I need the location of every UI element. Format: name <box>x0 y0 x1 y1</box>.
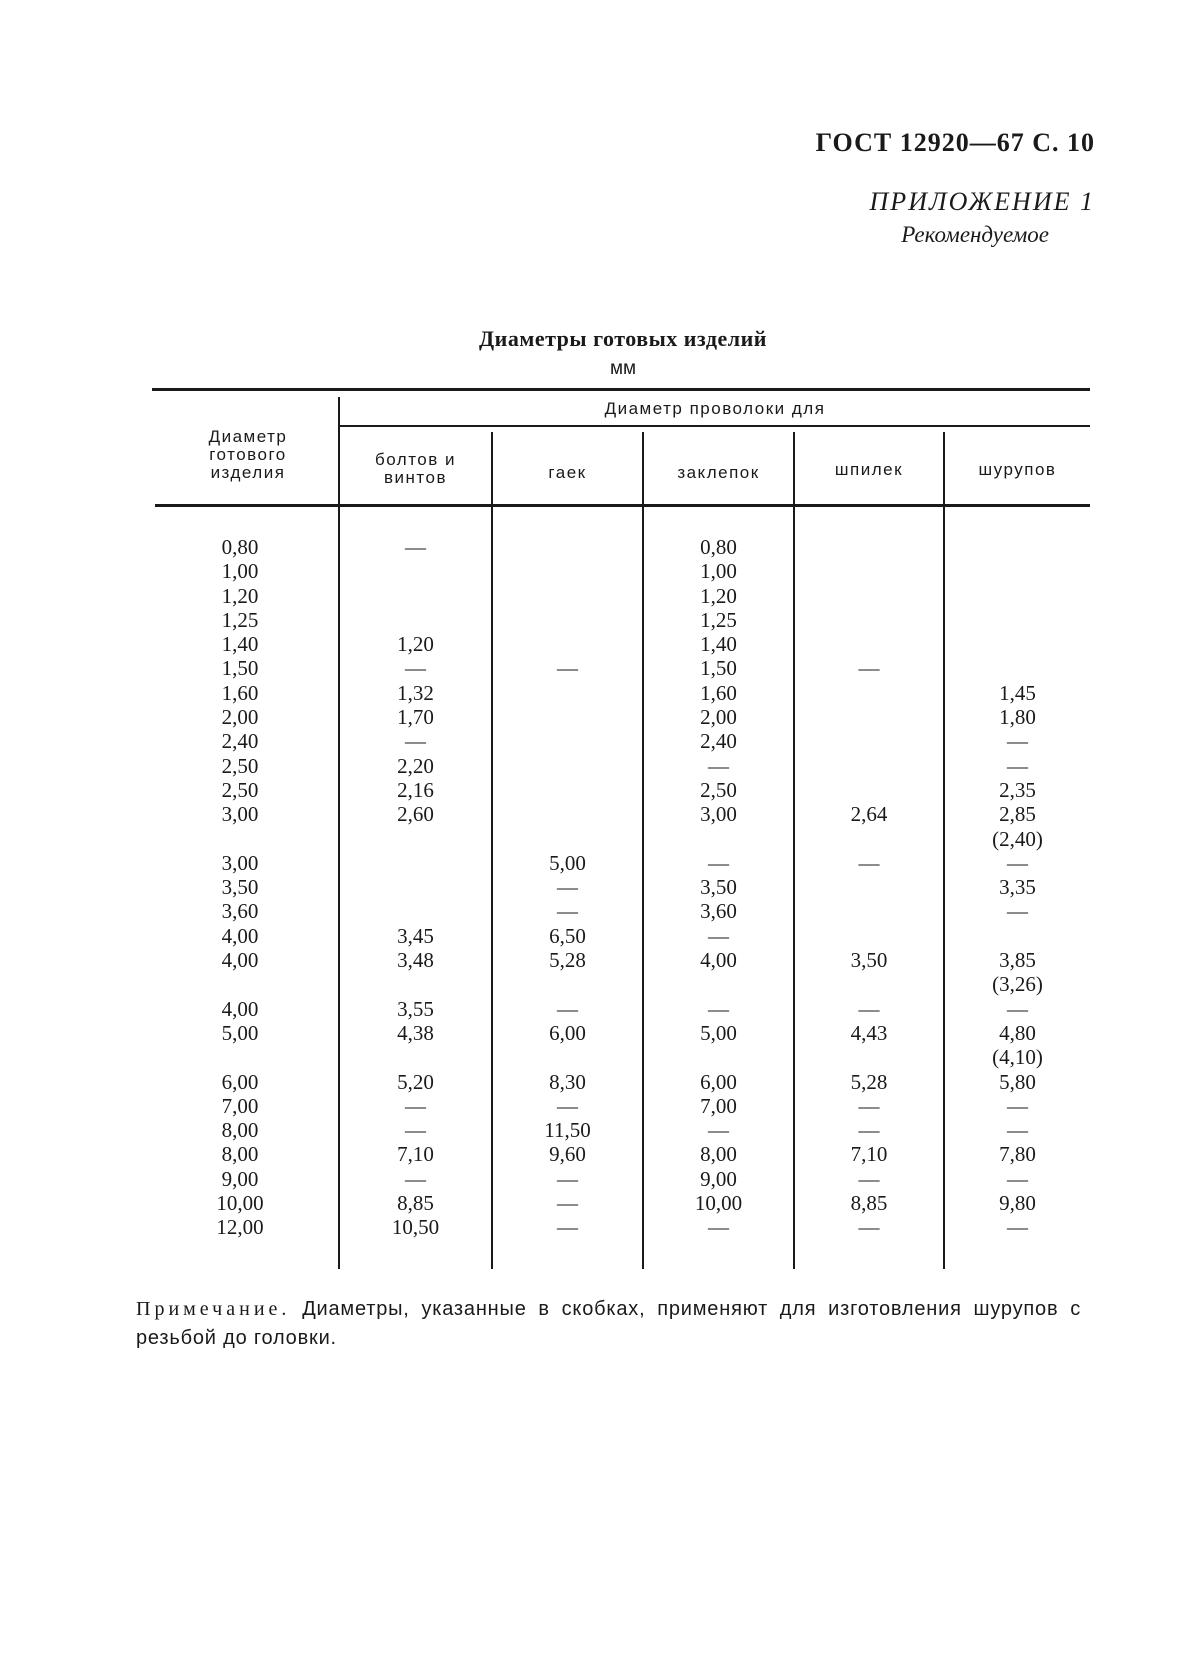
cell-rivets: 3,00 <box>700 802 737 827</box>
column-screws <box>945 535 1090 1240</box>
cell-rivets: 8,00 <box>700 1142 737 1167</box>
cell-studs <box>795 754 943 778</box>
cell-rivets: 9,00 <box>700 1166 737 1191</box>
cell-studs: — <box>858 656 880 681</box>
cell-product: 0,80 <box>221 535 259 559</box>
cell-nuts: — <box>557 875 578 900</box>
header-nuts: гаек <box>548 463 587 482</box>
cell-rivets: — <box>708 1215 729 1240</box>
cell-product <box>160 827 320 851</box>
cell-bolts <box>340 584 491 608</box>
cell-rivets: 6,00 <box>700 1069 737 1094</box>
cell-studs <box>795 778 943 802</box>
cell-product: 1,20 <box>221 583 259 608</box>
cell-screws: — <box>1007 996 1028 1021</box>
cell-studs: 8,85 <box>850 1191 888 1216</box>
cell-screws <box>945 632 1090 656</box>
cell-screws <box>945 559 1090 583</box>
cell-studs: — <box>858 850 880 875</box>
header-bolts-line-2: винтов <box>384 468 447 487</box>
cell-rivets: 2,40 <box>700 729 737 754</box>
cell-screws: — <box>1007 753 1028 778</box>
cell-screws: 2,35 <box>999 777 1036 802</box>
cell-bolts <box>340 851 491 875</box>
group-header-rule <box>340 425 1090 427</box>
cell-rivets <box>644 1045 793 1069</box>
cell-screws: — <box>1007 1215 1028 1240</box>
table-title: Диаметры готовых изделий <box>479 326 767 351</box>
cell-bolts: — <box>405 1166 426 1191</box>
cell-studs <box>795 972 943 996</box>
cell-bolts: — <box>405 535 426 559</box>
cell-nuts: 8,30 <box>549 1069 586 1094</box>
cell-screws: (2,40) <box>992 826 1043 851</box>
table-units: мм <box>609 358 637 379</box>
cell-nuts <box>493 972 642 996</box>
cell-product: 6,00 <box>221 1069 259 1094</box>
cell-bolts: 1,32 <box>397 680 434 705</box>
cell-product: 1,60 <box>221 680 259 705</box>
cell-studs: — <box>858 1118 880 1143</box>
cell-nuts <box>493 584 642 608</box>
cell-screws: — <box>1007 1166 1028 1191</box>
header-wire-diameter-group: Диаметр проволоки для <box>604 399 826 418</box>
column-bolts <box>340 535 491 1240</box>
cell-bolts: 1,70 <box>397 705 434 730</box>
header-screws: шурупов <box>978 460 1057 479</box>
cell-nuts: 5,00 <box>549 850 586 875</box>
cell-nuts: 11,50 <box>544 1118 591 1143</box>
cell-rivets: — <box>708 923 729 948</box>
cell-studs <box>795 535 943 559</box>
note-lead: Примечание. <box>136 1298 291 1320</box>
cell-product: 7,00 <box>221 1093 259 1118</box>
cell-product: 4,00 <box>221 923 259 948</box>
cell-rivets: 2,00 <box>700 705 737 730</box>
cell-nuts <box>493 827 642 851</box>
cell-bolts: 8,85 <box>397 1191 434 1216</box>
cell-bolts: 5,20 <box>397 1069 434 1094</box>
cell-bolts: — <box>405 729 426 754</box>
cell-product: 4,00 <box>221 996 259 1021</box>
cell-bolts <box>340 608 491 632</box>
cell-screws: 3,85 <box>999 948 1036 973</box>
cell-rivets: 1,25 <box>700 607 737 632</box>
cell-screws: 5,80 <box>999 1069 1036 1094</box>
cell-screws <box>945 924 1090 948</box>
cell-product: 5,00 <box>221 1020 259 1045</box>
cell-screws <box>945 656 1090 680</box>
cell-studs <box>795 827 943 851</box>
cell-screws: 9,80 <box>999 1191 1036 1216</box>
cell-rivets: 3,50 <box>700 875 737 900</box>
cell-nuts <box>493 559 642 583</box>
cell-screws: — <box>1007 1093 1028 1118</box>
cell-screws: 7,80 <box>999 1142 1036 1167</box>
cell-nuts: 6,00 <box>549 1020 586 1045</box>
cell-nuts <box>493 1045 642 1069</box>
header-product-line-3: изделия <box>210 463 286 482</box>
cell-product: 2,40 <box>221 729 259 754</box>
recommended-label: Рекомендуемое <box>901 222 1049 247</box>
cell-screws: — <box>1007 850 1028 875</box>
header-product-line-1: Диаметр <box>208 427 288 446</box>
cell-screws: 4,80 <box>999 1020 1036 1045</box>
cell-screws: 1,80 <box>999 705 1036 730</box>
cell-bolts <box>340 875 491 899</box>
cell-product: 3,60 <box>221 899 259 924</box>
cell-studs: — <box>858 996 880 1021</box>
header-product-diameter <box>160 428 336 482</box>
cell-studs <box>795 705 943 729</box>
cell-studs: — <box>858 1093 880 1118</box>
cell-product: 1,40 <box>221 632 259 657</box>
column-rivets <box>644 535 793 1240</box>
cell-studs: 7,10 <box>850 1142 888 1167</box>
cell-bolts <box>340 1045 491 1069</box>
cell-nuts: — <box>557 1191 578 1216</box>
cell-product <box>160 972 320 996</box>
cell-screws: 2,85 <box>999 802 1036 827</box>
cell-studs: 5,28 <box>850 1069 888 1094</box>
note-text: Диаметры, указанные в скобках, применяют для изготовления шурупов с резьбой до головки. <box>136 1298 1081 1349</box>
cell-bolts: 2,16 <box>397 777 434 802</box>
cell-studs: 3,50 <box>850 948 888 973</box>
page-header-doc-ref: ГОСТ 12920—67 С. 10 <box>815 128 1095 157</box>
cell-product <box>160 1045 320 1069</box>
cell-nuts <box>493 754 642 778</box>
cell-studs: — <box>858 1215 880 1240</box>
cell-rivets: 5,00 <box>700 1020 737 1045</box>
cell-screws: 3,35 <box>999 875 1036 900</box>
cell-bolts: 2,60 <box>397 802 434 827</box>
cell-rivets: 1,20 <box>700 583 737 608</box>
cell-product: 2,50 <box>221 777 259 802</box>
cell-studs: 2,64 <box>850 802 888 827</box>
cell-rivets: — <box>708 753 729 778</box>
cell-bolts: 3,48 <box>397 948 434 973</box>
cell-screws <box>945 584 1090 608</box>
cell-studs <box>795 608 943 632</box>
cell-bolts <box>340 972 491 996</box>
cell-screws: (3,26) <box>992 972 1043 997</box>
cell-bolts <box>340 827 491 851</box>
cell-nuts <box>493 778 642 802</box>
cell-product: 3,00 <box>221 802 259 827</box>
header-studs: шпилек <box>834 460 904 479</box>
cell-nuts <box>493 632 642 656</box>
cell-studs <box>795 632 943 656</box>
cell-rivets: 1,50 <box>700 656 737 681</box>
cell-rivets: 4,00 <box>700 948 737 973</box>
cell-nuts: — <box>557 899 578 924</box>
cell-screws: — <box>1007 1118 1028 1143</box>
cell-studs <box>795 1045 943 1069</box>
cell-bolts: 2,20 <box>397 753 434 778</box>
header-bolts <box>340 451 491 487</box>
cell-nuts: — <box>557 1093 578 1118</box>
cell-rivets: 1,00 <box>700 559 737 584</box>
cell-nuts <box>493 729 642 753</box>
cell-screws <box>945 535 1090 559</box>
cell-screws: (4,10) <box>992 1045 1043 1070</box>
cell-nuts: — <box>557 1166 578 1191</box>
cell-bolts: 10,50 <box>391 1215 440 1240</box>
cell-nuts: 5,28 <box>549 948 586 973</box>
cell-rivets: — <box>708 1118 729 1143</box>
cell-studs: 4,43 <box>850 1020 888 1045</box>
cell-screws: — <box>1007 899 1028 924</box>
header-bottom-rule <box>155 504 1090 507</box>
cell-nuts <box>493 705 642 729</box>
table-top-rule <box>152 388 1090 391</box>
cell-studs <box>795 875 943 899</box>
cell-studs <box>795 924 943 948</box>
cell-product: 4,00 <box>221 948 259 973</box>
cell-screws: 1,45 <box>999 680 1036 705</box>
cell-nuts <box>493 802 642 826</box>
cell-nuts: 6,50 <box>549 923 586 948</box>
cell-studs <box>795 559 943 583</box>
cell-product: 2,50 <box>221 753 259 778</box>
cell-rivets: 7,00 <box>700 1093 737 1118</box>
cell-product: 12,00 <box>216 1215 264 1240</box>
cell-bolts: 3,45 <box>397 923 434 948</box>
cell-bolts: 1,20 <box>397 632 434 657</box>
cell-studs <box>795 899 943 923</box>
cell-product: 9,00 <box>221 1166 259 1191</box>
cell-product: 8,00 <box>221 1142 259 1167</box>
cell-rivets: 3,60 <box>700 899 737 924</box>
cell-rivets: — <box>708 996 729 1021</box>
cell-nuts: — <box>557 656 578 681</box>
cell-studs <box>795 681 943 705</box>
cell-product: 1,50 <box>221 656 259 681</box>
cell-nuts <box>493 681 642 705</box>
header-bolts-line-1: болтов и <box>374 450 457 469</box>
cell-rivets <box>644 827 793 851</box>
cell-rivets: 0,80 <box>700 535 737 559</box>
column-product-diameter <box>160 535 320 1240</box>
cell-rivets: 10,00 <box>694 1191 743 1216</box>
cell-nuts <box>493 535 642 559</box>
cell-bolts: 4,38 <box>397 1020 434 1045</box>
cell-rivets: 1,60 <box>700 680 737 705</box>
cell-studs <box>795 729 943 753</box>
table-note <box>136 1295 1081 1353</box>
cell-product: 2,00 <box>221 705 259 730</box>
cell-nuts: 9,60 <box>549 1142 586 1167</box>
cell-product: 1,25 <box>221 607 259 632</box>
cell-rivets: 1,40 <box>700 632 737 657</box>
cell-screws: — <box>1007 729 1028 754</box>
cell-product: 3,00 <box>221 850 259 875</box>
cell-rivets: — <box>708 850 729 875</box>
cell-product: 3,50 <box>221 875 259 900</box>
cell-studs <box>795 584 943 608</box>
cell-bolts: 3,55 <box>397 996 434 1021</box>
cell-bolts <box>340 899 491 923</box>
cell-bolts: 7,10 <box>397 1142 434 1167</box>
column-studs <box>795 535 943 1240</box>
column-nuts <box>493 535 642 1240</box>
appendix-label: ПРИЛОЖЕНИЕ 1 <box>869 187 1095 216</box>
cell-bolts: — <box>405 1093 426 1118</box>
header-rivets: заклепок <box>677 463 760 482</box>
cell-screws <box>945 608 1090 632</box>
cell-nuts <box>493 608 642 632</box>
cell-rivets: 2,50 <box>700 777 737 802</box>
cell-bolts <box>340 559 491 583</box>
cell-product: 8,00 <box>221 1118 259 1143</box>
cell-product: 10,00 <box>216 1191 264 1216</box>
header-product-line-2: готового <box>209 445 287 464</box>
cell-nuts: — <box>557 1215 578 1240</box>
cell-rivets <box>644 972 793 996</box>
cell-nuts: — <box>557 996 578 1021</box>
cell-studs: — <box>858 1166 880 1191</box>
cell-bolts: — <box>405 1118 426 1143</box>
cell-product: 1,00 <box>221 559 259 584</box>
cell-bolts: — <box>405 656 426 681</box>
